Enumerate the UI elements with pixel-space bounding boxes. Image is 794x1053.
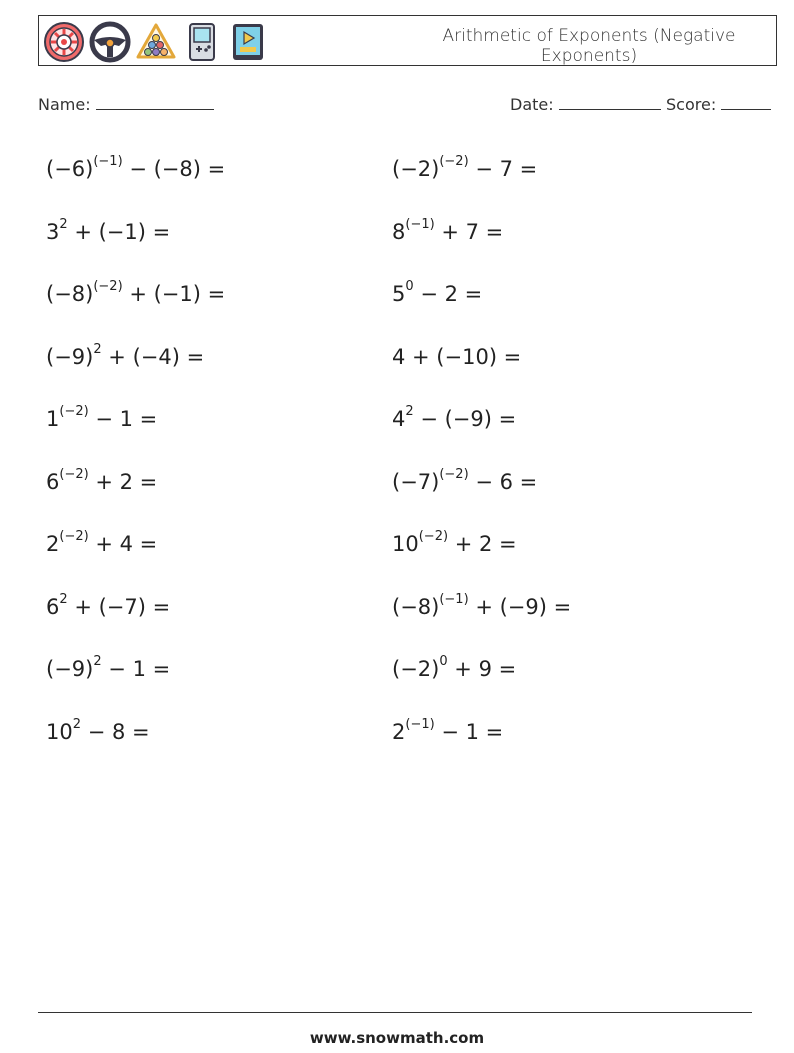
problem-item	[46, 583, 392, 646]
problem-item	[46, 270, 392, 333]
problem-rest: + 7 =	[434, 219, 504, 244]
problem-rest: + 9 =	[447, 657, 517, 681]
score-field	[666, 93, 771, 114]
problem-base: 4 + (−10) =	[392, 344, 522, 369]
problem-item	[392, 708, 738, 771]
play-tablet-icon	[227, 21, 269, 63]
problem-rest: − 8 =	[81, 719, 150, 744]
problem-base: 1	[46, 407, 60, 431]
score-blank[interactable]	[721, 93, 771, 110]
footer-divider	[38, 1012, 752, 1013]
problem-base: (−9)	[46, 344, 94, 369]
problem-exponent: (−2)	[439, 154, 469, 169]
problem-base: 8	[392, 219, 406, 244]
problem-base: 6	[46, 594, 60, 619]
problem-rest: − (−8) =	[122, 157, 226, 181]
problem-exponent: (−2)	[93, 279, 123, 294]
worksheet-header	[38, 15, 777, 66]
problem-item	[46, 520, 392, 583]
problem-base: (−7)	[392, 469, 440, 494]
problem-item	[46, 645, 392, 708]
score-label: Score:	[666, 95, 717, 114]
problem-exponent: (−1)	[439, 591, 469, 607]
problem-base: (−8)	[46, 282, 94, 306]
problem-item	[392, 520, 738, 583]
problem-exponent: 0	[439, 654, 448, 669]
problem-item	[392, 333, 738, 396]
problem-item	[392, 395, 738, 458]
problem-item	[392, 145, 738, 208]
problem-exponent: (−2)	[439, 466, 469, 482]
problem-base: (−9)	[46, 657, 94, 681]
problem-base: 4	[392, 407, 406, 431]
problem-item	[46, 208, 392, 271]
problem-rest: + (−9) =	[468, 594, 572, 619]
problem-exponent: 2	[405, 404, 414, 419]
name-label: Name:	[38, 95, 91, 114]
problem-exponent: 2	[93, 654, 102, 669]
problem-base: (−2)	[392, 657, 440, 681]
worksheet-title: Arithmetic of Exponents (Negative Exponents)	[442, 26, 736, 66]
problem-rest: + (−4) =	[101, 344, 205, 369]
dartboard-icon	[43, 21, 85, 63]
icon-strip	[43, 21, 269, 63]
date-blank[interactable]	[559, 93, 661, 110]
problem-item	[46, 395, 392, 458]
billiard-rack-icon	[135, 21, 177, 63]
problem-rest: + 2 =	[88, 469, 158, 494]
problem-exponent: (−1)	[93, 154, 123, 169]
problem-exponent: (−2)	[59, 404, 89, 419]
problem-base: (−8)	[392, 594, 440, 619]
problem-grid	[46, 145, 746, 770]
problem-base: 10	[46, 719, 73, 744]
problem-rest: + (−1) =	[122, 282, 226, 306]
problem-rest: + 4 =	[88, 532, 158, 556]
problem-item	[46, 708, 392, 771]
name-field	[38, 93, 214, 114]
problem-base: 6	[46, 469, 60, 494]
problem-item	[392, 270, 738, 333]
date-label: Date:	[510, 95, 554, 114]
handheld-console-icon	[181, 21, 223, 63]
problem-exponent: (−1)	[405, 216, 435, 232]
problem-base: 3	[46, 219, 60, 244]
problem-rest: + (−7) =	[67, 594, 171, 619]
name-blank[interactable]	[96, 93, 214, 110]
problem-rest: − 7 =	[468, 157, 538, 181]
problem-exponent: 2	[72, 716, 82, 732]
problem-item	[392, 583, 738, 646]
problem-exponent: 2	[59, 591, 68, 607]
problem-exponent: (−2)	[59, 466, 89, 482]
problem-item	[46, 458, 392, 521]
problem-item	[46, 145, 392, 208]
steering-wheel-icon	[89, 21, 131, 63]
problem-rest: − (−9) =	[413, 407, 517, 431]
problem-exponent: 0	[405, 279, 414, 294]
problem-base: 2	[392, 719, 406, 744]
problem-exponent: 2	[59, 216, 68, 232]
problem-base: 2	[46, 532, 60, 556]
problem-item	[392, 208, 738, 271]
problem-exponent: (−1)	[405, 716, 435, 732]
footer-url[interactable]: www.snowmath.com	[309, 1029, 485, 1047]
problem-rest: − 1 =	[101, 657, 171, 681]
date-field	[510, 93, 661, 114]
problem-rest: − 6 =	[468, 469, 538, 494]
problem-item	[392, 645, 738, 708]
problem-base: (−2)	[392, 157, 440, 181]
problem-item	[392, 458, 738, 521]
problem-exponent: 2	[93, 341, 102, 357]
problem-rest: + (−1) =	[67, 219, 171, 244]
problem-rest: − 1 =	[88, 407, 158, 431]
problem-rest: − 2 =	[413, 282, 483, 306]
problem-rest: − 1 =	[434, 719, 504, 744]
problem-exponent: (−2)	[59, 529, 89, 544]
problem-rest: + 2 =	[448, 532, 517, 556]
problem-base: (−6)	[46, 157, 94, 181]
problem-exponent: (−2)	[418, 529, 449, 544]
problem-base: 5	[392, 282, 406, 306]
problem-base: 10	[392, 532, 419, 556]
problem-item	[46, 333, 392, 396]
